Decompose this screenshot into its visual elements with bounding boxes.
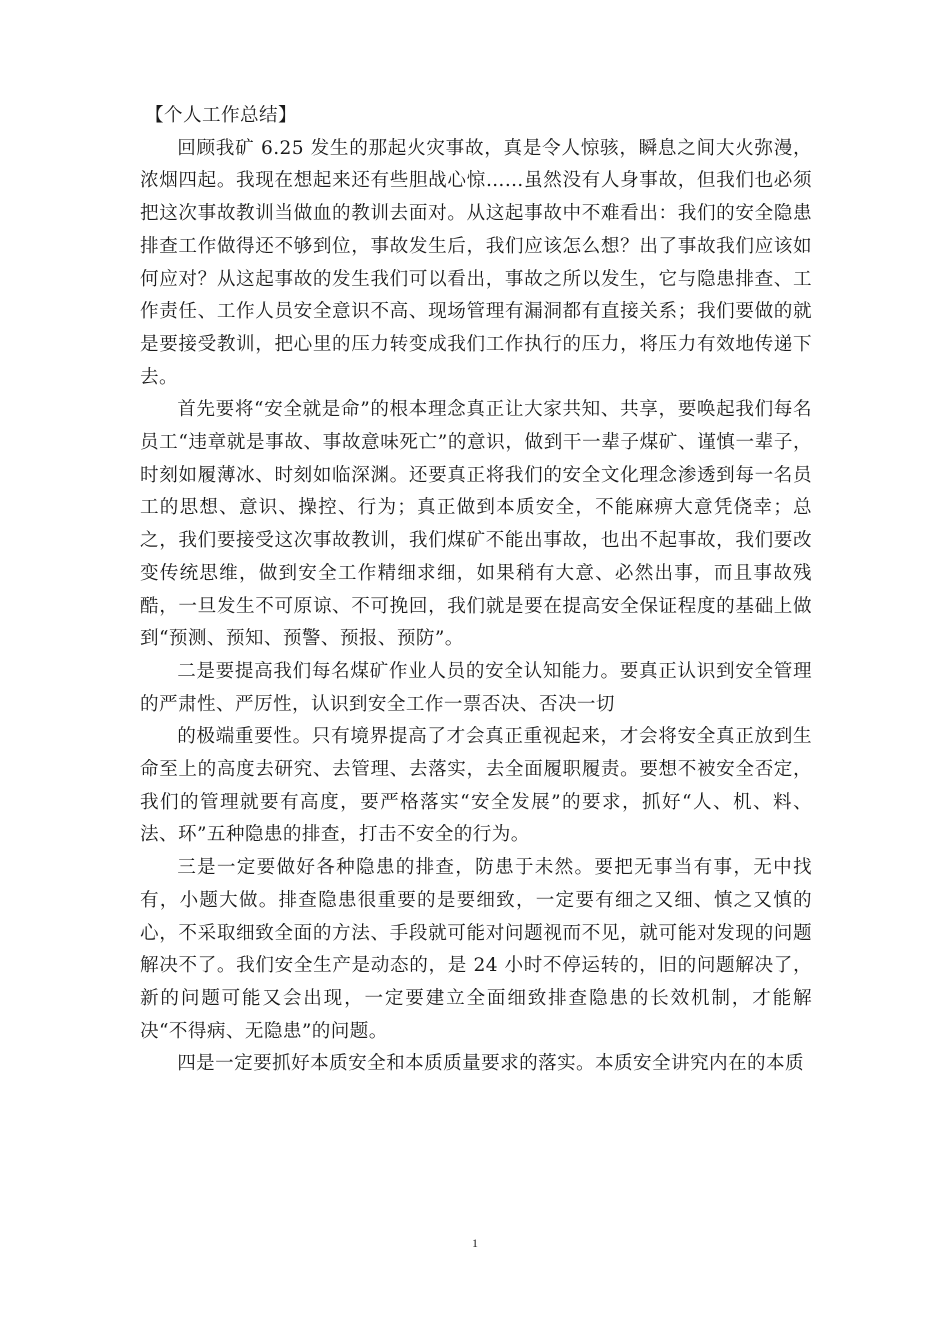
paragraph-3: 二是要提高我们每名煤矿作业人员的安全认知能力。要真正认识到安全管理的严肃性、严厉性，认识到安全工作一票否决、否决一切: [140, 660, 812, 715]
paragraph-2: 首先要将“安全就是命”的根本理念真正让大家共知、共享，要唤起我们每名员工“违章就是事故、事故意味死亡”的意识，做到干一辈子煤矿、谨慎一辈子，时刻如履薄冰、时刻如临深渊。还要真正将我们的安全文化理念渗透到每一名员工的思想、意识、操控、行为；真正做到本质安全，不能麻痹大意凭侥幸；总之，我们要接受这次事故教训，我们煤矿不能出事故，也出不起事故，我们要改变传统思维，做到安全工作精细求细，如果稍有大意、必然出事，而且事故残酷，一旦发生不可原谅、不可挽回，我们就是要在提高安全保证程度的基础上做到“预测、预知、预警、预报、预防”。: [140, 399, 812, 650]
page-number: 1: [472, 1236, 478, 1250]
paragraph-1: 回顾我矿 6.25 发生的那起火灾事故，真是令人惊骇，瞬息之间大火弥漫，浓烟四起。我现在想起来还有些胆战心惊……虽然没有人身事故，但我们也必须把这次事故教训当做血的教训去面对。从这起事故中不难看出：我们的安全隐患排查工作做得还不够到位，事故发生后，我们应该怎么想？出了事故我们应该如何应对？从这起事故的发生我们可以看出，事故之所以发生，它与隐患排查、工作责任、工作人员安全意识不高、现场管理有漏洞都有直接关系；我们要做的就是要接受教训，把心里的压力转变成我们工作执行的压力，将压力有效地传递下去。: [140, 137, 812, 388]
paragraph-4: 的极端重要性。只有境界提高了才会真正重视起来，才会将安全真正放到生命至上的高度去研究、去管理、去落实，去全面履职履责。要想不被安全否定，我们的管理就要有高度，要严格落实“安全发展”的要求，抓好“人、机、料、法、环”五种隐患的排查，打击不安全的行为。: [140, 726, 812, 846]
document-heading: 【个人工作总结】: [145, 105, 297, 126]
paragraph-5: 三是一定要做好各种隐患的排查，防患于未然。要把无事当有事，无中找有，小题大做。排查隐患很重要的是要细致，一定要有细之又细、慎之又慎的心，不采取细致全面的方法、手段就可能对问题视而不见，就可能对发现的问题解决不了。我们安全生产是动态的，是 24 小时不停运转的，旧的问题解决了，新的问题可能又会出现，一定要建立全面细致排查隐患的长效机制，才能解决“不得病、无隐患”的问题。: [140, 857, 812, 1042]
document-body: [140, 100, 812, 1081]
paragraph-6: 四是一定要抓好本质安全和本质质量要求的落实。本质安全讲究内在的本质: [177, 1053, 804, 1075]
